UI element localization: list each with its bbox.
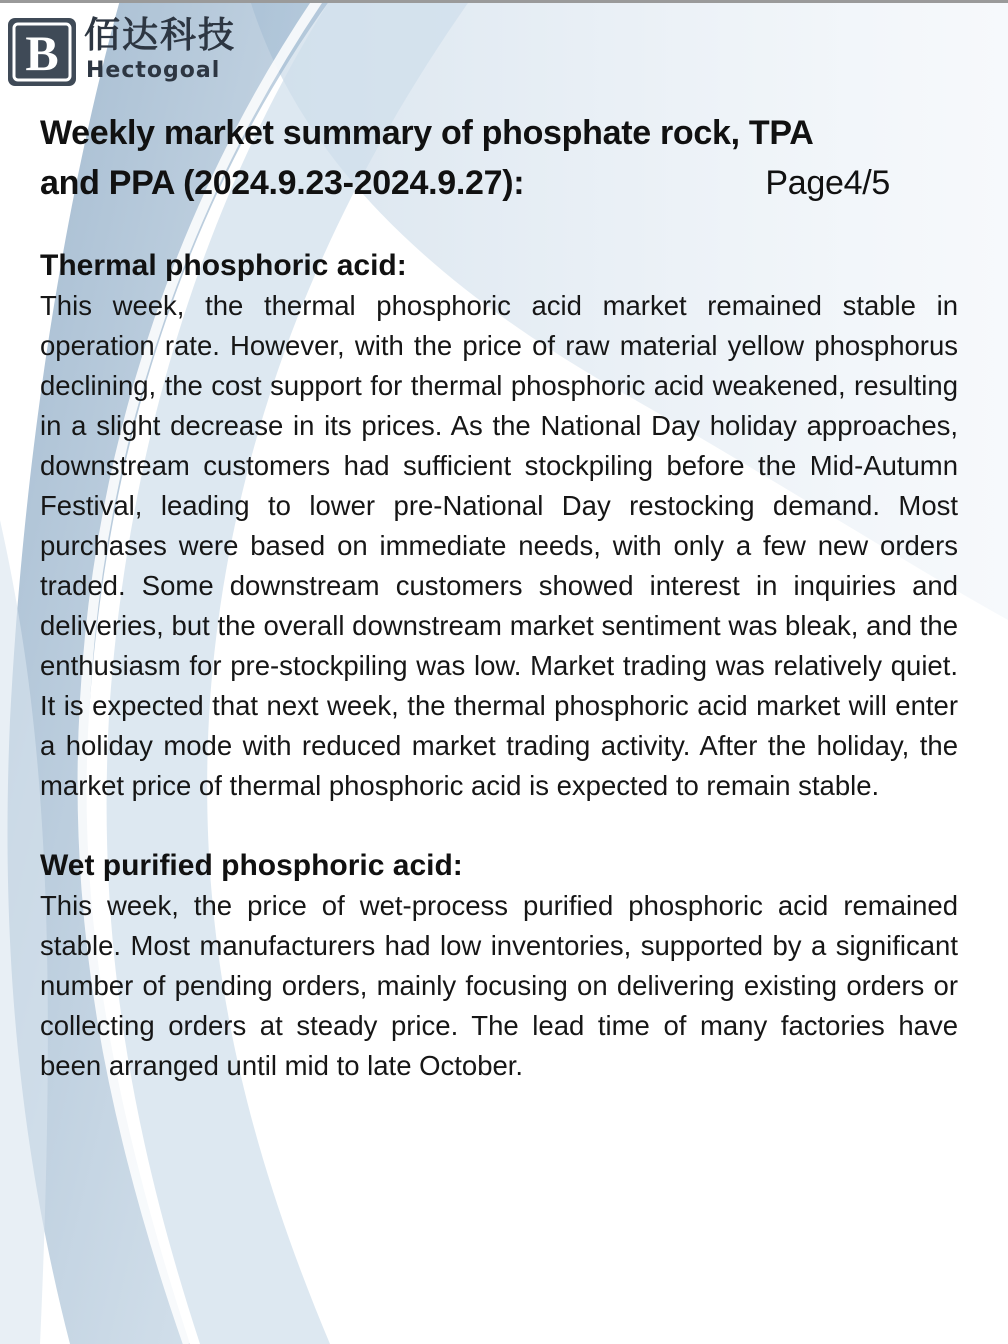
- logo-mark-icon: [8, 18, 76, 86]
- top-border-line: [0, 0, 1008, 3]
- section-wet-purified-phosphoric-acid: [40, 846, 958, 1086]
- page-indicator: Page4/5: [765, 164, 890, 202]
- logo-company-name-cn: 佰达科技: [84, 15, 237, 56]
- title-line-2: and PPA (2024.9.23-2024.9.27):: [40, 164, 525, 202]
- document-content: [40, 108, 958, 1086]
- section-thermal-phosphoric-acid: [40, 246, 958, 806]
- title-line-1: Weekly market summary of phosphate rock, TPA: [40, 114, 814, 152]
- section-heading: Wet purified phosphoric acid:: [40, 849, 463, 882]
- section-body: This week, the price of wet-process purified phosphoric acid remained stable. Most manufacturers had low inventories, supported by a significant number of pending orders, mainly focusing on delivering existing orders or collecting orders at steady price. The lead time of many factories have been arranged until mid to late October.: [40, 890, 958, 1081]
- logo-company-name-en: Hectogoal: [86, 58, 221, 83]
- section-heading: Thermal phosphoric acid:: [40, 249, 407, 282]
- section-body: This week, the thermal phosphoric acid market remained stable in operation rate. However, with the price of raw material yellow phosphorus declining, the cost support for thermal phosphoric acid weakened, resulting in a slight decrease in its prices. As the National Day holiday approaches, downstream customers had sufficient stockpiling before the Mid-Autumn Festival, leading to lower pre-National Day restocking demand. Most purchases were based on immediate needs, with only a few new orders traded. Some downstream customers showed interest in inquiries and deliveries, but the overall downstream market sentiment was bleak, and the enthusiasm for pre-stockpiling was low. Market trading was relatively quiet. It is expected that next week, the thermal phosphoric acid market will enter a holiday mode with reduced market trading activity. After the holiday, the market price of thermal phosphoric acid is expected to remain stable.: [40, 290, 958, 801]
- company-logo: [8, 14, 248, 90]
- title-line-2-row: [40, 158, 890, 208]
- logo-mark-letter: B: [25, 25, 59, 81]
- page-title: [40, 108, 958, 208]
